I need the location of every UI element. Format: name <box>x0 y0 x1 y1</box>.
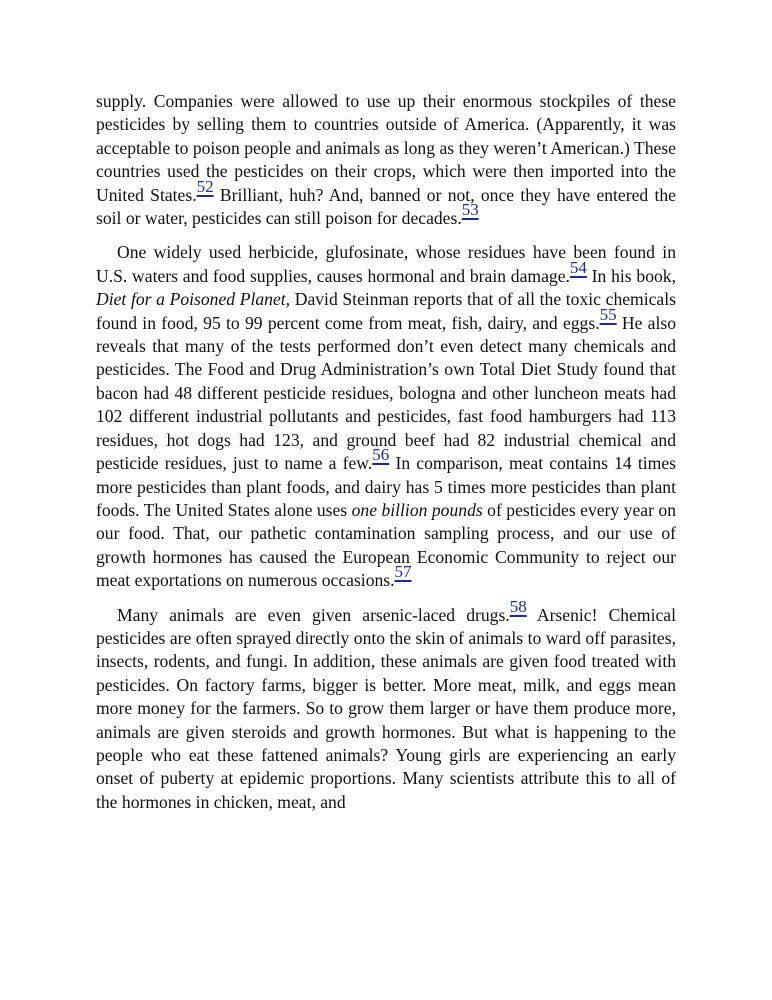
text-run: supply. Companies were allowed to use up their enormous stockpiles of these pesticides by selling them to countries outside of America. (Apparently, it was acceptable to poison people and animals as long as they weren’t American.) These countries used the pesticides on their crops, which were then imported into the United States. <box>96 91 676 205</box>
paragraph <box>96 241 676 592</box>
paragraph <box>96 596 676 815</box>
italic-text: Diet for a Poisoned Planet, <box>96 289 291 310</box>
text-run: In his book, <box>586 265 677 286</box>
footnote-link[interactable]: 52 <box>196 176 214 196</box>
paragraph <box>96 90 676 230</box>
text-run: Arsenic! Chemical pesticides are often sprayed directly onto the skin of animals to ward off parasites, insects, rodents, and fungi. In addition, these animals are given food treated with pesticides. On factory farms, bigger is better. More meat, milk, and eggs mean more money for the farmers. So to grow them larger or have them produce more, animals are given steroids and growth hormones. But what is happening to the people who eat these fattened animals? Young girls are experiencing an early onset of puberty at epidemic proportions. Many scientists attribute this to all of the hormones in chicken, meat, and <box>96 604 676 812</box>
footnote-link[interactable]: 57 <box>394 562 412 582</box>
text-run: Brilliant, huh? And, banned or not, once they have entered the soil or water, pesticides can still poison for decades. <box>96 184 676 229</box>
text-run: David Steinman reports that of all the toxic chemicals found in food, 95 to 99 percent come from meat, fish, dairy, and eggs. <box>96 289 676 333</box>
text-run: He also reveals that many of the tests performed don’t even detect many chemicals and pesticides. The Food and Drug Administration’s own Total Diet Study found that bacon had 48 different pesticide residues, bologna and other luncheon meats had 102 different industrial pollutants and pesticides, fast food hamburgers had 113 residues, hot dogs had 123, and ground beef had 82 industrial chemical and pesticide residues, just to name a few. <box>96 312 676 474</box>
text-run: Many animals are even given arsenic-laced drugs. <box>117 604 510 625</box>
text-run: of pesticides every year on our food. That, our pathetic contamination sampling process, and our use of growth hormones has caused the European Economic Community to reject our meat exportations on numerous occasions. <box>96 499 676 591</box>
footnote-link[interactable]: 58 <box>509 596 527 616</box>
text-run: One widely used herbicide, glufosinate, whose residues have been found in U.S. waters and food supplies, causes hormonal and brain damage. <box>96 242 676 286</box>
footnote-link[interactable]: 55 <box>599 304 617 324</box>
footnote-link[interactable]: 56 <box>372 445 390 465</box>
footnote-link[interactable]: 54 <box>569 257 587 277</box>
footnote-link[interactable]: 53 <box>461 200 479 220</box>
body-text <box>96 90 676 814</box>
italic-text: one billion pounds <box>351 499 483 520</box>
text-run: In comparison, meat contains 14 times more pesticides than plant foods, and dairy has 5 times more pesticides than plant foods. The United States alone uses <box>96 453 676 520</box>
